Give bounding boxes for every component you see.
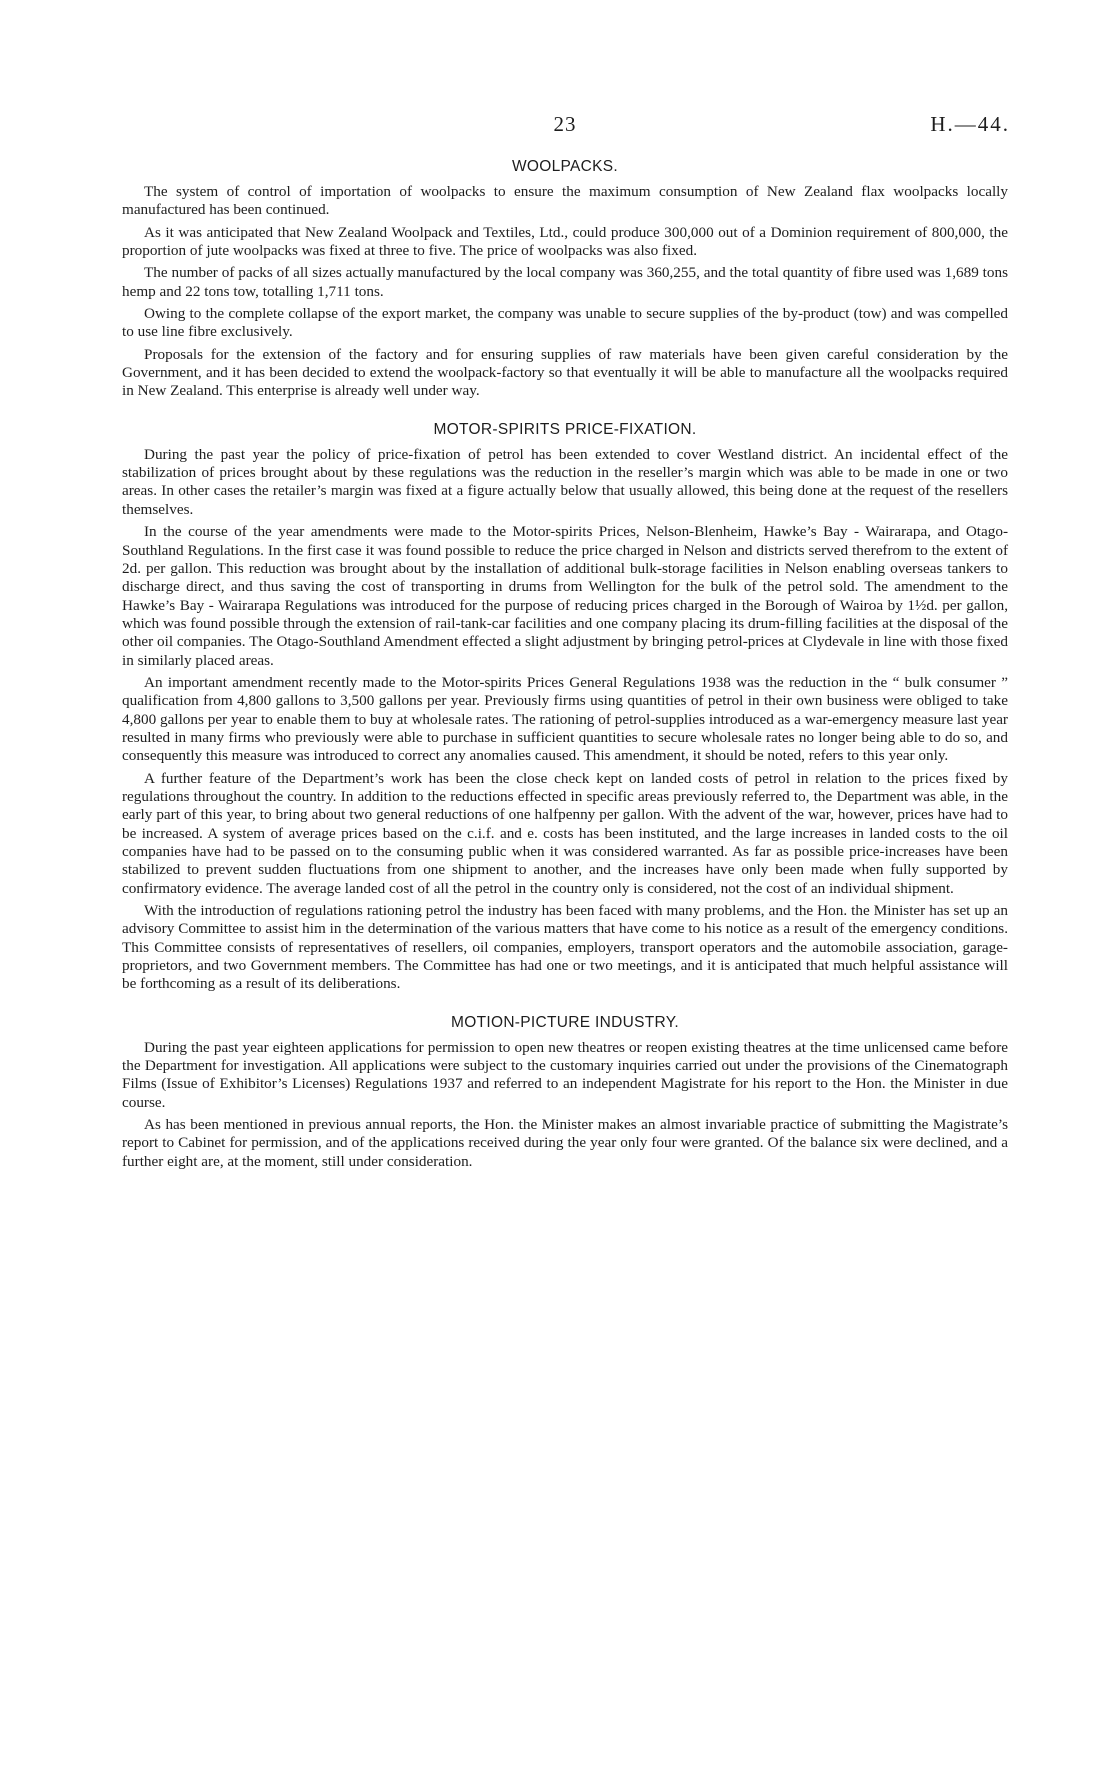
paragraph: In the course of the year amendments were made to the Motor-spirits Prices, Nelson-Blenheim, Hawke’s Bay - Wairarapa, and Otago-Southland Regulations. In the first case it was found possible to reduce the price charged in Nelson and districts served therefrom to the extent of 2d. per gallon. This reduction was brought about by the installation of additional bulk-storage facilities in Nelson enabling overseas tankers to discharge direct, and thus saving the cost of transporting in drums from Wellington for the bulk of the petrol sold. The amendment to the Hawke’s Bay - Wairarapa Regulations was introduced for the purpose of reducing prices charged in the Borough of Wairoa by 1½d. per gallon, which was found possible through the extension of rail-tank-car facilities and one company placing its drum-filling facilities at the disposal of the other oil companies. The Otago-Southland Amendment effected a slight adjustment by bringing petrol-prices at Clydevale in line with those fixed in similarly placed areas. [122,523,1009,669]
document-reference: H.—44. [930,112,1010,136]
section-title: MOTOR-SPIRITS PRICE-FIXATION. [433,420,697,438]
section-title: WOOLPACKS. [511,158,619,175]
paragraph: During the past year the policy of price-fixation of petrol has been extended to cover Westland district. An incidental effect of the stabilization of prices brought about by these regulations was the reduction in the reseller’s margin which was able to be made in one or two areas. In other cases the retailer’s margin was fixed at a figure actually below that usually allowed, this being done at the request of the resellers themselves. [122,445,1008,518]
paragraph: As has been mentioned in previous annual reports, the Hon. the Minister makes an almost invariable practice of submitting the Magistrate’s report to Cabinet for permission, and of the applications received during the year only four were granted. Of the balance six were declined, and a further eight are, at the moment, still under consideration. [122,1116,1008,1170]
section-motor-spirits [122,421,1008,994]
section-title: MOTION-PICTURE INDUSTRY. [451,1013,679,1031]
section-motion-picture [122,1014,1008,1171]
paragraph: An important amendment recently made to the Motor-spirits Prices General Regulations 1938 was the reduction in the “ bulk consumer ” qualification from 4,800 gallons to 3,500 gallons per year. Previously firms using quantities of petrol in their own business were obliged to take 4,800 gallons per year to enable them to buy at wholesale rates. The rationing of petrol-supplies introduced as a war-emergency measure last year resulted in many firms who previously were able to purchase in sufficient quantities to secure wholesale rates no longer being able to do so, and consequently this measure was introduced to correct any anomalies caused. This amendment, it should be noted, refers to this year only. [122,673,1008,765]
page-content [122,158,1008,1175]
paragraph: During the past year eighteen applications for permission to open new theatres or reopen existing theatres at the time unlicensed came before the Department for investigation. All applications were subject to the customary inquiries carried out under the provisions of the Cinematograph Films (Issue of Exhibitor’s Licenses) Regulations 1937 and referred to an independent Magistrate for his report to the Hon. the Minister in due course. [122,1038,1008,1111]
paragraph: Owing to the complete collapse of the export market, the company was unable to secure supplies of the by-product (tow) and was compelled to use line fibre exclusively. [122,305,1008,341]
paragraph: As it was anticipated that New Zealand Woolpack and Textiles, Ltd., could produce 300,000 out of a Dominion requirement of 800,000, the proportion of jute woolpacks was fixed at three to five. The price of woolpacks was also fixed. [122,223,1008,260]
paragraph: Proposals for the extension of the factory and for ensuring supplies of raw materials have been given careful consideration by the Government, and it has been decided to extend the woolpack-factory so that eventually it will be able to manufacture all the woolpacks required in New Zealand. This enterprise is already well under way. [122,345,1008,400]
page-header [120,112,1010,142]
paragraph: A further feature of the Department’s work has been the close check kept on landed costs of petrol in relation to the prices fixed by regulations throughout the country. In addition to the reductions effected in specific areas previously referred to, the Department was able, in the early part of this year, to bring about two general reductions of one halfpenny per gallon. With the advent of the war, however, prices have had to be increased. A system of average prices based on the c.i.f. and e. costs has been instituted, and the large increases in landed costs to the oil companies have had to be passed on to the consuming public when it was considered warranted. As far as possible price-increases have been stabilized to prevent sudden fluctuations from one shipment to another, and the increases have only been made when fully supported by confirmatory evidence. The average landed cost of all the petrol in the country only is considered, not the cost of an individual shipment. [122,769,1008,897]
paragraph: With the introduction of regulations rationing petrol the industry has been faced with many problems, and the Hon. the Minister has set up an advisory Committee to assist him in the determination of the various matters that have come to his notice as a result of the emergency conditions. This Committee consists of representatives of resellers, oil companies, employers, transport operators and the automobile association, garage-proprietors, and two Government members. The Committee has had one or two meetings, and it is anticipated that much helpful assistance will be forthcoming as a result of its deliberations. [122,902,1008,993]
paragraph: The system of control of importation of woolpacks to ensure the maximum consumption of New Zealand flax woolpacks locally manufactured has been continued. [122,183,1008,219]
section-woolpacks [122,158,1008,401]
page-number: 23 [553,112,577,136]
paragraph: The number of packs of all sizes actually manufactured by the local company was 360,255, and the total quantity of fibre used was 1,689 tons hemp and 22 tons tow, totalling 1,711 tons. [122,264,1008,300]
